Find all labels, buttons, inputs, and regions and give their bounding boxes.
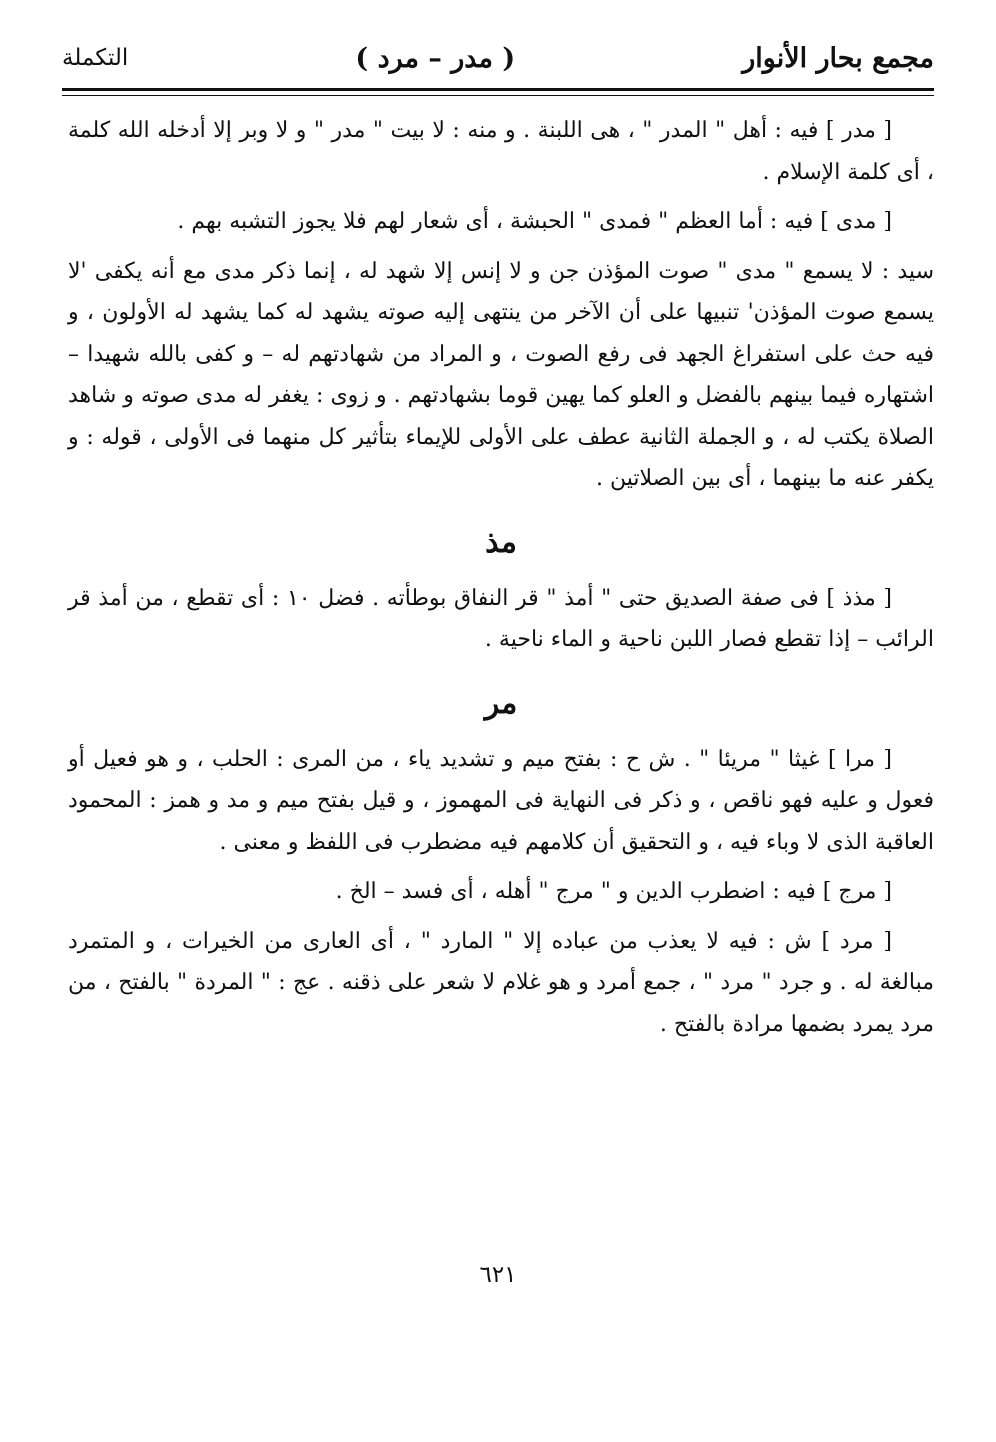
page-content [68, 110, 934, 1045]
section-label: التكملة [62, 45, 129, 71]
entry-marad: [ مرد ] ش : فيه لا يعذب من عباده إلا " المارد " ، أى العارى من الخيرات ، و المتمرد مبالغة له . و جرد " مرد " ، جمع أمرد و هو غلام لا شعر على ذقنه . عج : " المردة " بالفتح ، من مرد يمرد بضمها مرادة بالفتح . [68, 928, 934, 1037]
entry-mara: [ مرا ] غيثا " مريئا " . ش ح : بفتح ميم و تشديد ياء ، من المرى : الحلب ، و هو فعيل أو فعول و عليه فهو ناقص ، و ذكر فى النهاية فى المهموز ، و قيل بفتح ميم و مد و همز : المحمود العاقبة الذى لا وباء فيه ، و التحقيق أن كلامهم فيه مضطرب فى اللفظ و معنى . [68, 746, 934, 855]
entry-madar: [ مدر ] فيه : أهل " المدر " ، هى اللبنة . و منه : لا بيت " مدر " و لا وبر إلا أدخله الله كلمة ، أى كلمة الإسلام . [68, 118, 934, 185]
section-heading-madh: مذ [485, 524, 517, 560]
book-title: مجمع بحار الأنوار [742, 42, 934, 74]
header-rule-thin [62, 95, 934, 96]
entry-range: ( مدر – مرد ) [355, 42, 516, 74]
entry-mada-commentary: سيد : لا يسمع " مدى " صوت المؤذن جن و لا إنس إلا شهد له ، إنما ذكر مدى مع أنه يكفى 'لا يسمع صوت المؤذن' تنبيها على أن الآخر من ينتهى إليه صوته يشهد له كما يشهد له الأولون ، و فيه حث على استفراغ الجهد فى رفع الصوت ، و المراد من شهادتهم له – و كفى بالله شهيدا – اشتهاره فيما بينهم بالفضل و العلو كما يهين قوما بشهادتهم . و زوى : يغفر له مدى صوته و شاهد الصلاة يكتب له ، و الجملة الثانية عطف على الأولى للإيماء بتأثير كل منهما فى الأولى ، قوله : و يكفر عنه ما بينهما ، أى بين الصلاتين . [68, 258, 934, 491]
header-rule-thick [62, 88, 934, 91]
entry-mada: [ مدى ] فيه : أما العظم " فمدى " الحبشة ، أى شعار لهم فلا يجوز التشبه بهم . [177, 209, 892, 234]
entry-madhadh: [ مذذ ] فى صفة الصديق حتى " أمذ " قر النفاق بوطأته . فضل ١٠ : أى تقطع ، من أمذ قر الرائب – إذا تقطع فصار اللبن ناحية و الماء ناحية . [68, 585, 934, 652]
page-number: ٦٢١ [479, 1262, 517, 1288]
running-header [62, 38, 934, 78]
section-heading-mar: مر [484, 685, 518, 721]
entry-maraj: [ مرج ] فيه : اضطرب الدين و " مرج " أهله ، أى فسد – الخ . [335, 879, 892, 904]
